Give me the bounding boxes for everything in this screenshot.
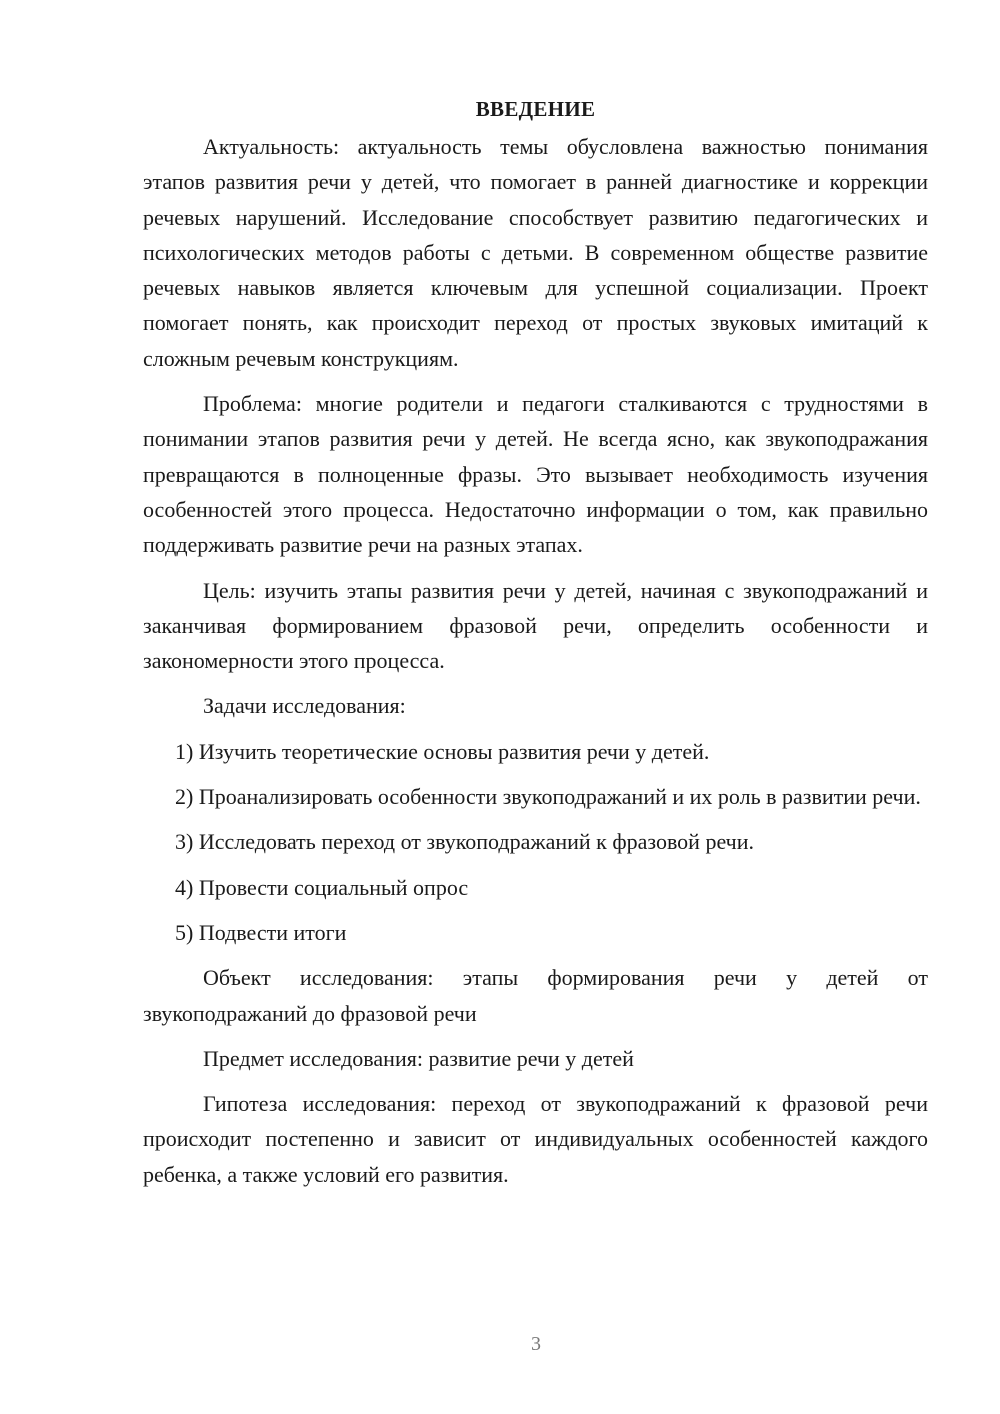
task-item-5: 5) Подвести итоги bbox=[175, 919, 347, 945]
task-item-2: 2) Проанализировать особенности звукоподражаний и их роль в развитии речи. bbox=[175, 784, 921, 810]
problem-paragraph: Проблема: многие родители и педагоги сталкиваются с трудностями в понимании этапов развития речи у детей. Не всегда ясно, как звукоподражания превращаются в полноценные фразы. Это вызывает необходимость изучения особенностей этого процесса. Недостаточно информации о том, как правильно поддерживать развитие речи на разных этапах. bbox=[143, 391, 928, 558]
relevance-paragraph: Актуальность: актуальность темы обусловлена важностью понимания этапов развития речи у детей, что помогает в ранней диагностике и коррекции речевых нарушений. Исследование способствует развитию педагогических и психологических методов работы с детьми. В современном обществе развитие речевых навыков является ключевым для успешной социализации. Проект помогает понять, как происходит переход от простых звуковых имитаций к сложным речевым конструкциям. bbox=[143, 134, 928, 371]
page-content bbox=[143, 95, 928, 1202]
page-number: 3 bbox=[531, 1333, 541, 1355]
tasks-list bbox=[143, 734, 928, 950]
task-item-1: 1) Изучить теоретические основы развития речи у детей. bbox=[175, 738, 710, 764]
task-item-3: 3) Исследовать переход от звукоподражаний к фразовой речи. bbox=[175, 829, 755, 855]
task-item-4: 4) Провести социальный опрос bbox=[175, 874, 469, 900]
goal-paragraph: Цель: изучить этапы развития речи у детей, начиная с звукоподражаний и заканчивая формированием фразовой речи, определить особенности и закономерности этого процесса. bbox=[143, 577, 928, 674]
section-heading: ВВЕДЕНИЕ bbox=[475, 97, 596, 121]
subject-paragraph: Предмет исследования: развитие речи у детей bbox=[203, 1045, 634, 1071]
object-paragraph: Объект исследования: этапы формирования речи у детей от звукоподражаний до фразовой речи bbox=[143, 965, 928, 1026]
tasks-heading: Задачи исследования: bbox=[203, 693, 406, 719]
hypothesis-paragraph: Гипотеза исследования: переход от звукоподражаний к фразовой речи происходит постепенно и зависит от индивидуальных особенностей каждого ребенка, а также условий его развития. bbox=[143, 1091, 928, 1187]
